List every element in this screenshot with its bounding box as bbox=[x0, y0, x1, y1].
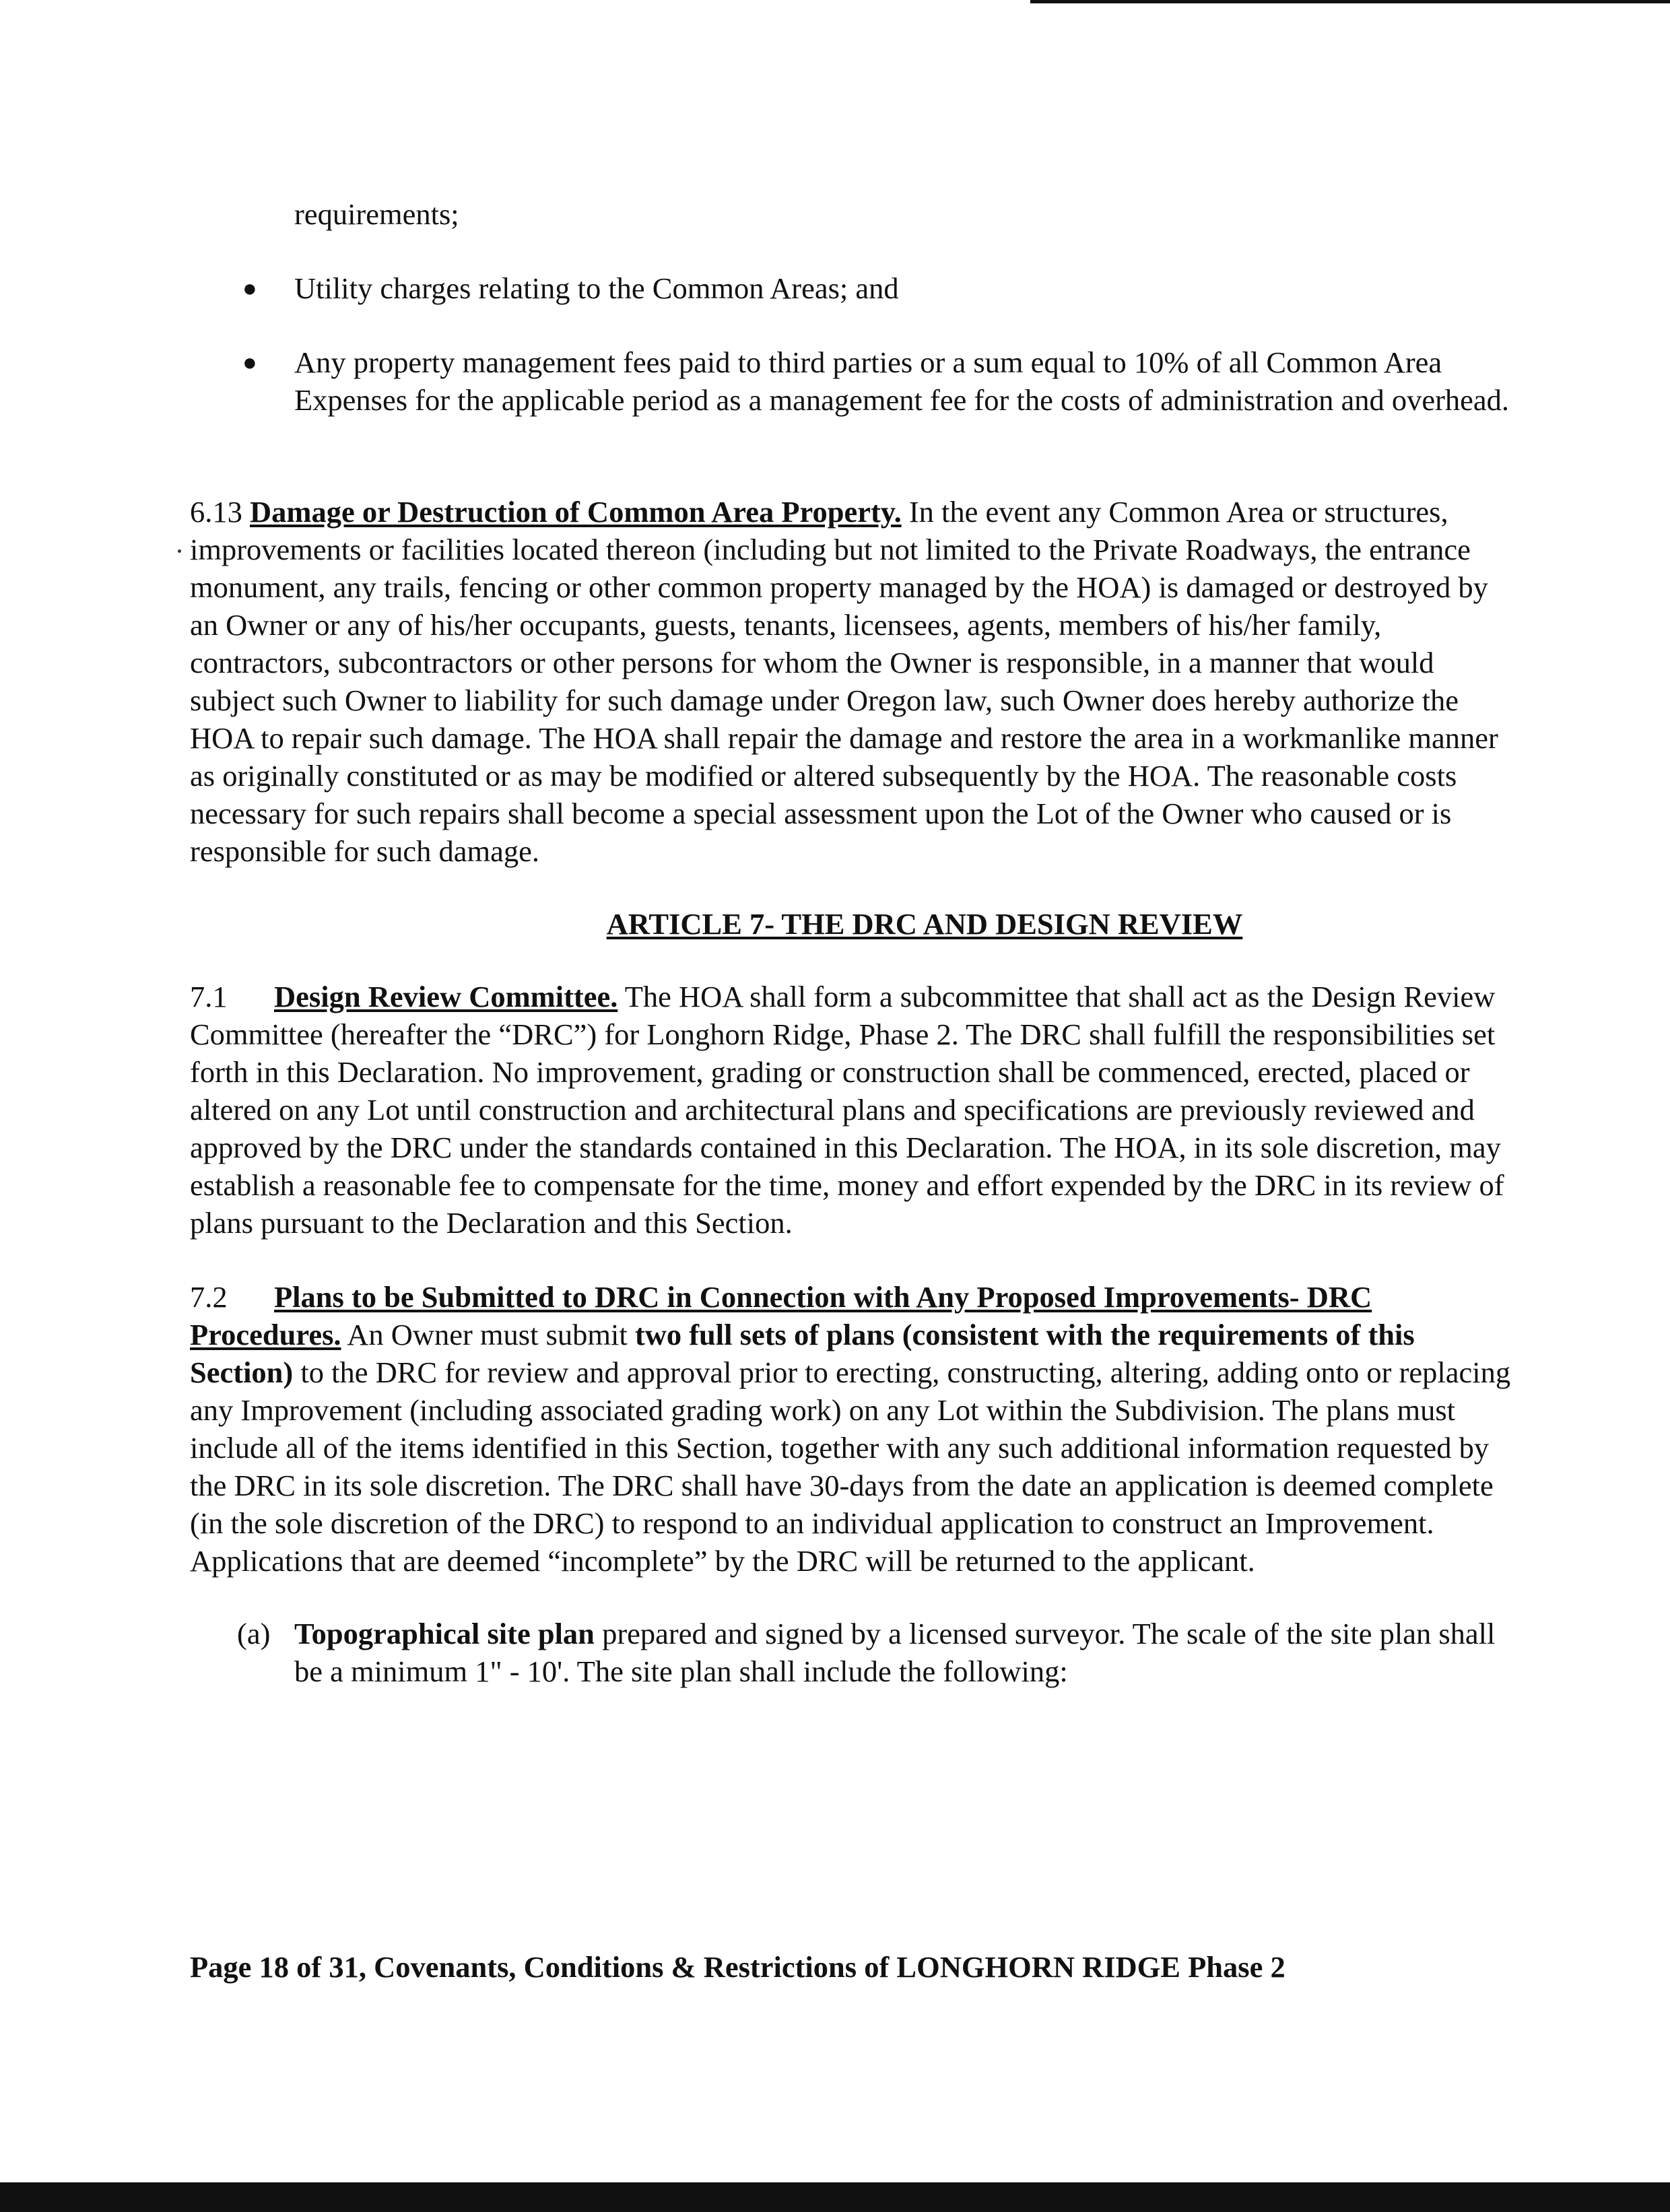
list-item bbox=[190, 269, 1511, 307]
scan-bottom-edge bbox=[0, 2182, 1670, 2212]
section-6-13 bbox=[190, 493, 1511, 870]
section-heading: Plans to be Submitted to DRC in Connection with Any Proposed Improvements- DRC Procedures. bbox=[190, 1280, 1372, 1351]
section-body: In the event any Common Area or structures, improvements or facilities located thereon (including but not limited to the Private Roadways, the entrance monument, any trails, fencing or other common property managed by the HOA) is damaged or destroyed by an Owner or any of his/her occupants, guests, tenants, licensees, agents, members of his/her family, contractors, subcontractors or other persons for whom the Owner is responsible, in a manner that would subject such Owner to liability for such damage under Oregon law, such Owner does hereby authorize the HOA to repair such damage. The HOA shall repair the damage and restore the area in a workmanlike manner as originally constituted or as may be modified or altered subsequently by the HOA. The reasonable costs necessary for such repairs shall become a special assessment upon the Lot of the Owner who caused or is responsible for such damage. bbox=[190, 495, 1498, 868]
section-number: 7.1 bbox=[190, 980, 228, 1013]
section-body-intro: An Owner must submit bbox=[347, 1318, 628, 1351]
bullet-icon: ● bbox=[242, 349, 257, 376]
section-body-emphasis: two full sets of plans (consistent with the requirements of this Section) bbox=[190, 1318, 1415, 1389]
sub-item-label: (a) bbox=[237, 1617, 271, 1650]
list-item bbox=[190, 343, 1511, 419]
section-7-1 bbox=[190, 978, 1511, 1242]
section-heading: Design Review Committee. bbox=[274, 980, 618, 1013]
bullet-text: Utility charges relating to the Common Areas; and bbox=[294, 271, 899, 305]
section-number: 6.13 bbox=[190, 495, 242, 529]
sub-item-heading: Topographical site plan bbox=[294, 1617, 595, 1650]
page-footer: Page 18 of 31, Covenants, Conditions & Restrictions of LONGHORN RIDGE Phase 2 bbox=[190, 1950, 1285, 1984]
section-body: to the DRC for review and approval prior to erecting, constructing, altering, adding onto or replacing any Improvement (including associated grading work) on any Lot within the Subdivision. The plans must include all of the items identified in this Section, together with any such additional information requested by the DRC in its sole discretion. The DRC shall have 30-days from the date an application is deemed complete (in the sole discretion of the DRC) to respond to an individual application to construct an Improvement. Applications that are deemed “incomplete” by the DRC will be returned to the applicant. bbox=[190, 1355, 1511, 1578]
bullet-list bbox=[190, 269, 1511, 419]
section-heading: Damage or Destruction of Common Area Property. bbox=[250, 495, 902, 529]
bullet-icon: ● bbox=[242, 275, 257, 302]
section-body: The HOA shall form a subcommittee that shall act as the Design Review Committee (hereafter the “DRC”) for Longhorn Ridge, Phase 2. The DRC shall fulfill the responsibilities set forth in this Declaration. No improvement, grading or construction shall be commenced, erected, placed or altered on any Lot until construction and architectural plans and specifications are previously reviewed and approved by the DRC under the standards contained in this Declaration. The HOA, in its sole discretion, may establish a reasonable fee to compensate for the time, money and effort expended by the DRC in its review of plans pursuant to the Declaration and this Section. bbox=[190, 980, 1504, 1240]
section-number: 7.2 bbox=[190, 1280, 228, 1314]
page-body bbox=[190, 195, 1511, 1690]
sub-item-body: prepared and signed by a licensed surveyor. The scale of the site plan shall be a minimum 1" - 10'. The site plan shall include the following: bbox=[294, 1617, 1496, 1688]
continued-text: requirements; bbox=[294, 197, 459, 231]
sub-item-a bbox=[190, 1615, 1511, 1690]
section-7-2 bbox=[190, 1278, 1511, 1580]
scan-edge-line bbox=[1030, 0, 1670, 3]
bullet-text: Any property management fees paid to third parties or a sum equal to 10% of all Common Area Expenses for the applicable period as a management fee for the costs of administration and overhead. bbox=[294, 345, 1510, 417]
article-title: ARTICLE 7- THE DRC AND DESIGN REVIEW bbox=[606, 907, 1243, 941]
scan-speck bbox=[178, 549, 181, 553]
